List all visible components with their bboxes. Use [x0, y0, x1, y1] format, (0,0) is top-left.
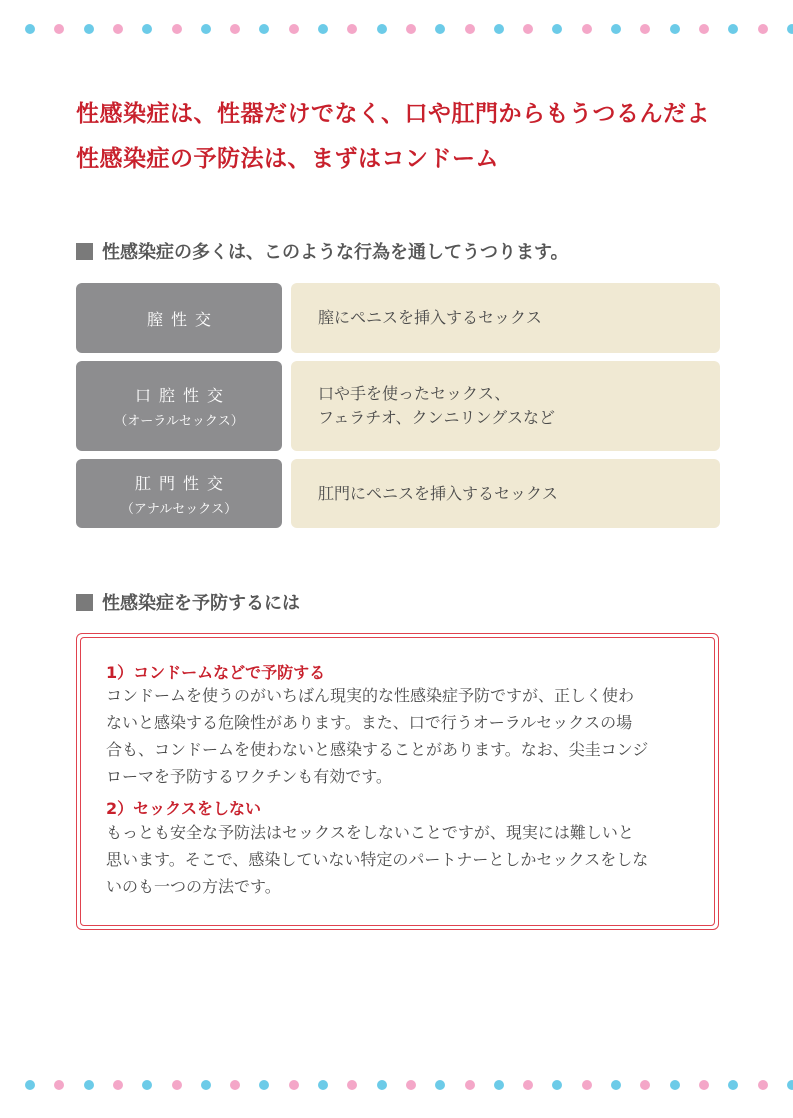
decorative-dot: [582, 24, 592, 34]
paragraph-line: もっとも安全な予防法はセックスをしないことですが、現実には難しいと: [106, 823, 634, 842]
decorative-dot: [113, 1080, 123, 1090]
decorative-dot: [259, 1080, 269, 1090]
square-bullet-icon: [76, 594, 93, 611]
transmission-sublabel: （オーラルセックス）: [114, 414, 244, 429]
decorative-dot: [54, 1080, 64, 1090]
decorative-dot: [347, 1080, 357, 1090]
decorative-dot: [758, 1080, 768, 1090]
transmission-sublabel: （アナルセックス）: [120, 501, 238, 517]
decorative-dot: [377, 1080, 387, 1090]
transmission-label-box: [76, 459, 282, 528]
transmission-label-box: [76, 283, 282, 353]
decorative-dot: [728, 24, 738, 34]
transmission-row-oral: [76, 361, 720, 451]
decorative-dot: [142, 1080, 152, 1090]
prevention-item-title-abstain: 2）セックスをしない: [106, 799, 261, 818]
decorative-dot: [523, 24, 533, 34]
decorative-dot: [406, 24, 416, 34]
section-title-prevention: [76, 589, 300, 615]
decorative-dot: [699, 24, 709, 34]
transmission-description-box: [291, 459, 720, 528]
decorative-dot: [318, 1080, 328, 1090]
decorative-dot: [670, 24, 680, 34]
decorative-dot: [435, 24, 445, 34]
decorative-dot-border-top: [0, 24, 793, 36]
decorative-dot: [435, 1080, 445, 1090]
transmission-label: 口腔性交: [134, 386, 231, 405]
transmission-row-anal: [76, 459, 720, 528]
decorative-dot: [172, 24, 182, 34]
transmission-label-box: [76, 361, 282, 451]
headline-line-2: 性感染症の予防法は、まずはコンドーム: [76, 146, 499, 172]
decorative-dot: [494, 24, 504, 34]
transmission-description-line: 肛門にペニスを挿入するセックス: [318, 483, 558, 503]
decorative-dot: [406, 1080, 416, 1090]
transmission-description-line: 膣にペニスを挿入するセックス: [318, 308, 542, 327]
paragraph-line: ローマを予防するワクチンも有効です。: [106, 767, 392, 786]
decorative-dot: [201, 24, 211, 34]
decorative-dot: [640, 24, 650, 34]
decorative-dot: [552, 1080, 562, 1090]
prevention-item-body-abstain: [106, 819, 648, 900]
decorative-dot: [670, 1080, 680, 1090]
decorative-dot: [758, 24, 768, 34]
decorative-dot: [640, 1080, 650, 1090]
decorative-dot: [113, 24, 123, 34]
transmission-description-line: 口や手を使ったセックス、: [318, 384, 511, 403]
decorative-dot: [259, 24, 269, 34]
transmission-description-box: [291, 361, 720, 451]
decorative-dot: [230, 24, 240, 34]
decorative-dot: [552, 24, 562, 34]
decorative-dot: [54, 24, 64, 34]
decorative-dot: [172, 1080, 182, 1090]
paragraph-line: コンドームを使うのがいちばん現実的な性感染症予防ですが、正しく使わ: [106, 686, 635, 705]
decorative-dot: [787, 1080, 793, 1090]
decorative-dot: [494, 1080, 504, 1090]
decorative-dot: [728, 1080, 738, 1090]
section-title-transmission: [76, 238, 569, 264]
decorative-dot: [201, 1080, 211, 1090]
decorative-dot: [25, 1080, 35, 1090]
section-title-transmission-text: 性感染症の多くは、このような行為を通してうつります。: [102, 242, 569, 263]
prevention-item-body-condom: [106, 682, 648, 790]
headline-line-1: 性感染症は、性器だけでなく、口や肛門からもうつるんだよ: [76, 101, 711, 127]
paragraph-line: 合も、コンドームを使わないと感染することがあります。なお、尖圭コンジ: [106, 740, 649, 759]
decorative-dot: [289, 1080, 299, 1090]
decorative-dot: [289, 24, 299, 34]
transmission-row-vaginal: [76, 283, 720, 353]
paragraph-line: いのも一つの方法です。: [106, 877, 281, 896]
decorative-dot: [611, 1080, 621, 1090]
section-title-prevention-text: 性感染症を予防するには: [102, 593, 300, 614]
decorative-dot: [787, 24, 793, 34]
transmission-description-line: フェラチオ、クンニリングスなど: [318, 408, 555, 427]
decorative-dot: [84, 24, 94, 34]
decorative-dot: [142, 24, 152, 34]
prevention-item-title-condom: 1）コンドームなどで予防する: [106, 663, 326, 682]
transmission-label: 肛門性交: [134, 473, 231, 493]
decorative-dot-border-bottom: [0, 1080, 793, 1092]
decorative-dot: [465, 24, 475, 34]
decorative-dot: [230, 1080, 240, 1090]
paragraph-line: ないと感染する危険性があります。また、口で行うオーラルセックスの場: [106, 713, 633, 732]
decorative-dot: [465, 1080, 475, 1090]
decorative-dot: [347, 24, 357, 34]
decorative-dot: [582, 1080, 592, 1090]
decorative-dot: [25, 24, 35, 34]
decorative-dot: [318, 24, 328, 34]
decorative-dot: [523, 1080, 533, 1090]
paragraph-line: 思います。そこで、感染していない特定のパートナーとしかセックスをしな: [106, 850, 649, 869]
decorative-dot: [377, 24, 387, 34]
decorative-dot: [699, 1080, 709, 1090]
square-bullet-icon: [76, 243, 93, 260]
transmission-description-box: [291, 283, 720, 353]
transmission-label: 膣性交: [146, 309, 219, 329]
decorative-dot: [84, 1080, 94, 1090]
decorative-dot: [611, 24, 621, 34]
